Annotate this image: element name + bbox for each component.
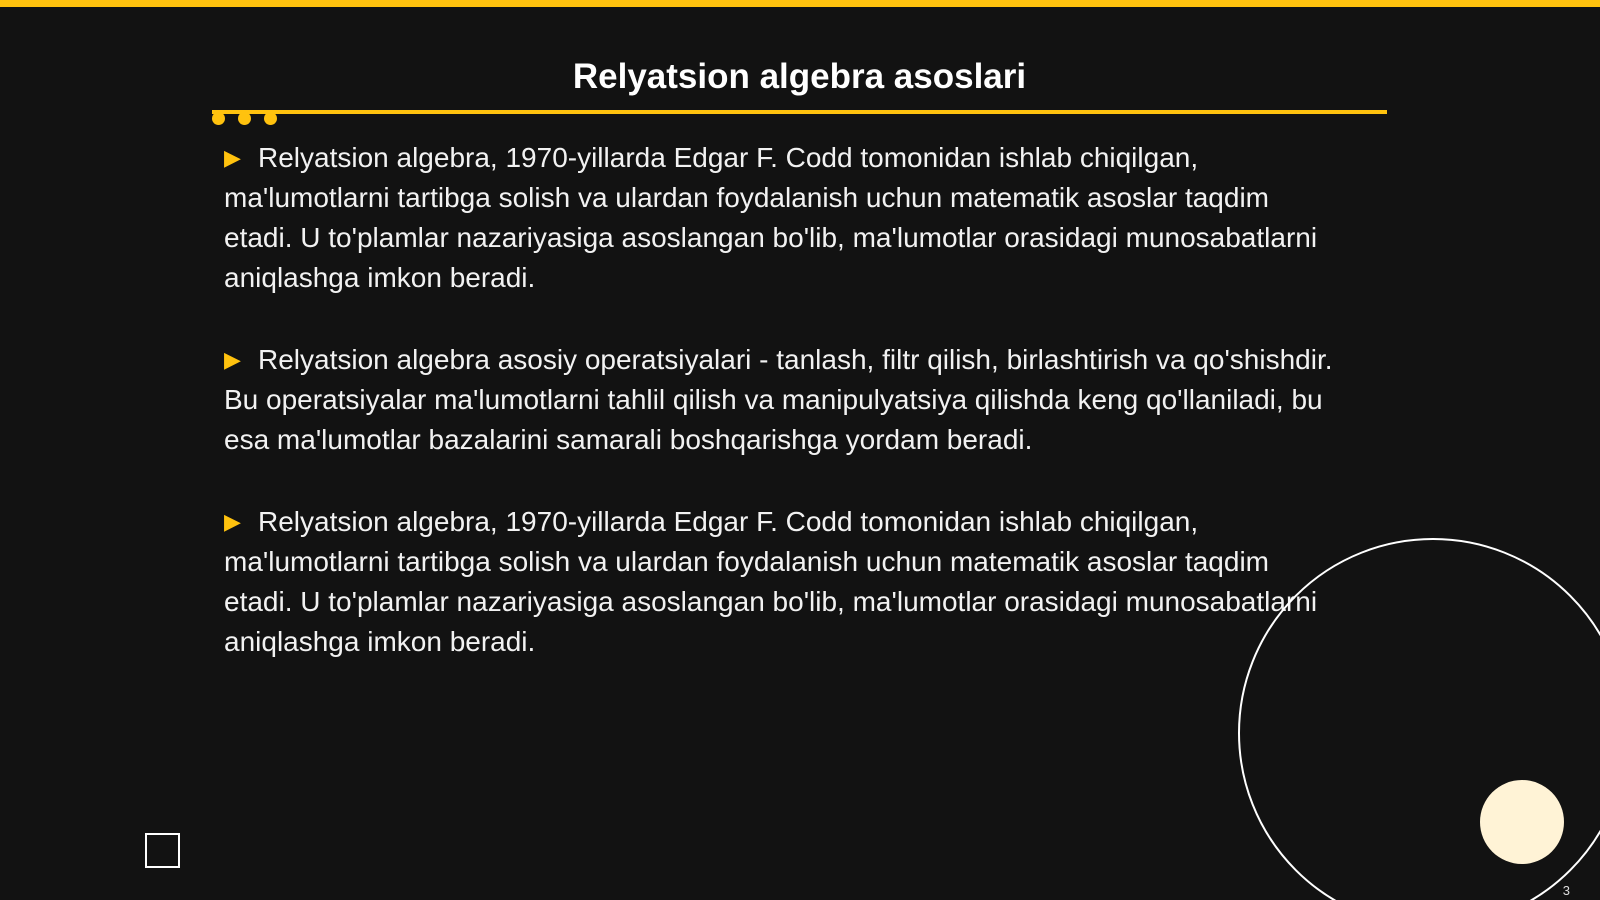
bullet-paragraph — [224, 340, 1334, 460]
paragraph-text: Relyatsion algebra asosiy operatsiyalari - tanlash, filtr qilish, birlashtirish va qo'shishdir. Bu operatsiyalar ma'lumotlarni tahlil qilish va manipulyatsiya qilishda keng qo'llaniladi, bu esa ma'lumotlar bazalarini samarali boshqarishga yordam beradi. — [224, 344, 1333, 455]
bullet-paragraph — [224, 502, 1334, 662]
page-number: 3 — [1562, 883, 1570, 898]
triangle-bullet-icon: ▶ — [224, 509, 241, 534]
bullet-paragraph — [224, 138, 1334, 298]
decorative-filled-circle — [1480, 780, 1564, 864]
slide-title: Relyatsion algebra asoslari — [572, 57, 1027, 96]
decorative-square-outline — [145, 833, 180, 868]
accent-dot — [212, 112, 225, 125]
accent-dot — [238, 112, 251, 125]
title-underline — [212, 110, 1387, 114]
accent-dot — [264, 112, 277, 125]
top-accent-bar — [0, 0, 1600, 7]
triangle-bullet-icon: ▶ — [224, 145, 241, 170]
paragraph-text: Relyatsion algebra, 1970-yillarda Edgar F. Codd tomonidan ishlab chiqilgan, ma'lumotlarni tartibga solish va ulardan foydalanish uchun matematik asoslar taqdim etadi. U to'plamlar nazariyasiga asoslangan bo'lib, ma'lumotlar orasidagi munosabatlarni aniqlashga imkon beradi. — [224, 142, 1318, 293]
triangle-bullet-icon: ▶ — [224, 347, 241, 372]
slide-content — [224, 138, 1334, 704]
paragraph-text: Relyatsion algebra, 1970-yillarda Edgar F. Codd tomonidan ishlab chiqilgan, ma'lumotlarni tartibga solish va ulardan foydalanish uchun matematik asoslar taqdim etadi. U to'plamlar nazariyasiga asoslangan bo'lib, ma'lumotlar orasidagi munosabatlarni aniqlashga imkon beradi. — [224, 506, 1318, 657]
